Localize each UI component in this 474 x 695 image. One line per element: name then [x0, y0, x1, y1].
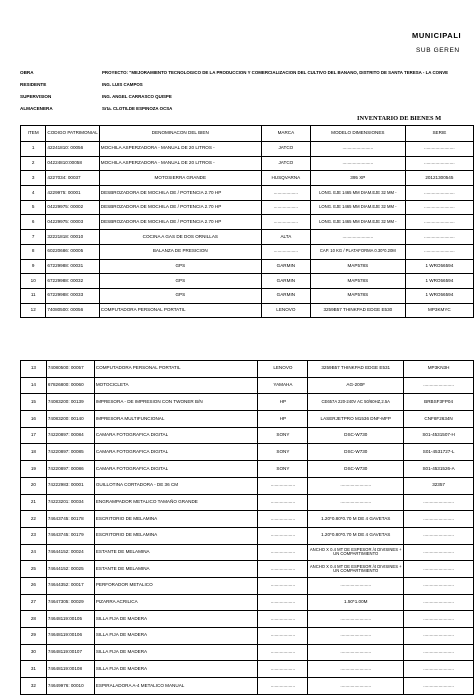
cell-codigo: 74080500: 00057: [46, 361, 94, 378]
cell-item: 4: [21, 186, 46, 201]
cell-item: 11: [21, 288, 46, 303]
info-label-supervision: SUPERVISION: [20, 94, 52, 99]
cell-denominacion: PERFORADOR METALICO: [94, 577, 258, 594]
cell-modelo: LONG. EJE 1465 MM DIAM.EJE 32 MM -: [310, 186, 405, 201]
cell-marca: LENOVO: [258, 361, 308, 378]
cell-modelo: ........................: [310, 142, 405, 157]
cell-item: 20: [21, 477, 47, 494]
cell-marca: ...................: [261, 186, 310, 201]
cell-serie: 1 WRO56594: [405, 259, 473, 274]
cell-codigo: 74643745: 00179: [46, 527, 94, 544]
cell-marca: ...................: [258, 678, 308, 695]
cell-item: 26: [21, 577, 47, 594]
cell-item: 3: [21, 171, 46, 186]
cell-serie: ........................: [405, 156, 473, 171]
cell-item: 12: [21, 303, 46, 318]
table-row: [21, 230, 474, 245]
cell-denominacion: COCINA A GAS DE DOS ORNILLAS: [99, 230, 261, 245]
inventory-title: INVENTARIO DE BIENES M: [357, 115, 442, 122]
cell-item: 31: [21, 661, 47, 678]
cell-modelo: MAP578S: [310, 274, 405, 289]
cell-marca: ...................: [258, 561, 308, 578]
table-row: [21, 678, 474, 695]
cell-marca: HP: [258, 394, 308, 411]
cell-denominacion: GUILLOTINA CORTADORA - DE 36 CM: [94, 477, 258, 494]
cell-item: 32: [21, 678, 47, 695]
cell-denominacion: MOTOSIERRA GRANDE: [99, 171, 261, 186]
cell-codigo: 04224810:00058: [46, 156, 99, 171]
cell-serie: ........................: [404, 628, 474, 645]
cell-marca: GARMIN: [261, 259, 310, 274]
cell-marca: ...................: [258, 511, 308, 528]
cell-modelo: LONG. EJE 1465 MM DIAM.EJE 32 MM -: [310, 215, 405, 230]
cell-codigo: 74644152: 00024: [46, 544, 94, 561]
table-row: [21, 186, 474, 201]
cell-marca: JATCO: [261, 156, 310, 171]
cell-marca: ...................: [258, 544, 308, 561]
cell-marca: ...................: [258, 577, 308, 594]
table-row: [21, 303, 474, 318]
cell-modelo: ANCHO X 0.4 MT DE ESPESOR /4 DIVISINES + UN COMPARTIMIENTO: [308, 561, 404, 578]
cell-serie: ........................: [405, 186, 473, 201]
cell-serie: ........................: [404, 377, 474, 394]
info-value-residente: ING. LUIS CAMPOS: [102, 82, 143, 87]
cell-serie: ........................: [404, 644, 474, 661]
cell-modelo: AG-200F: [308, 377, 404, 394]
cell-denominacion: COMPUTADORA PERSONAL PORTATIL: [99, 303, 261, 318]
cell-denominacion: SILLA FIJA DE MADERA: [94, 644, 258, 661]
cell-item: 28: [21, 611, 47, 628]
cell-item: 9: [21, 259, 46, 274]
cell-serie: ........................: [404, 678, 474, 695]
cell-modelo: ........................: [310, 156, 405, 171]
cell-item: 10: [21, 274, 46, 289]
cell-denominacion: ESTANTE DE MELAMINA: [94, 561, 258, 578]
cell-marca: ...................: [258, 527, 308, 544]
cell-codigo: 74647305: 00029: [46, 594, 94, 611]
table-row: [21, 511, 474, 528]
cell-modelo: MAP578S: [310, 288, 405, 303]
cell-item: 8: [21, 244, 46, 259]
cell-marca: SONY: [258, 461, 308, 478]
cell-codigo: 74220897: 00084: [46, 427, 94, 444]
cell-modelo: 1.20*0.80*0.70 M DE 4 GAVETAS: [308, 511, 404, 528]
cell-serie: ........................: [404, 661, 474, 678]
cell-item: 21: [21, 494, 47, 511]
cell-serie: S01-4531526-A: [404, 461, 474, 478]
table-row: [21, 200, 474, 215]
cell-codigo: 04229975: 00003: [46, 215, 99, 230]
table-row: [21, 577, 474, 594]
cell-denominacion: ESTANTE DE MELAMINA: [94, 544, 258, 561]
cell-codigo: 74220897: 00085: [46, 444, 94, 461]
cell-denominacion: PIZARRA ACRILICA: [94, 594, 258, 611]
cell-codigo: 74083200: 00139: [46, 394, 94, 411]
cell-marca: GARMIN: [261, 274, 310, 289]
page-title: MUNICIPALI: [412, 31, 462, 40]
cell-serie: 20121300545: [405, 171, 473, 186]
cell-serie: ........................: [405, 142, 473, 157]
cell-item: 23: [21, 527, 47, 544]
cell-codigo: 60220686: 00005: [46, 244, 99, 259]
col-header-codigo: CODIGO PATRIMONIAL: [46, 126, 99, 142]
cell-denominacion: SILLA FIJA DE MADERA: [94, 611, 258, 628]
cell-modelo: CAP. 10 KG / PLATAFORMA 0.30*0.20M: [310, 244, 405, 259]
cell-modelo: MAP578S: [310, 259, 405, 274]
cell-denominacion: SILLA FIJA DE MADERA: [94, 661, 258, 678]
table-row: [21, 661, 474, 678]
cell-item: 30: [21, 644, 47, 661]
cell-modelo: ........................: [308, 678, 404, 695]
cell-serie: ........................: [404, 544, 474, 561]
cell-codigo: 74644152: 00025: [46, 561, 94, 578]
cell-item: 19: [21, 461, 47, 478]
cell-denominacion: ESCRITORIO DE MELAMINA: [94, 527, 258, 544]
cell-denominacion: DESBROZADORA DE MOCHILA DE / POTENCIA 2.70 HP: [99, 186, 261, 201]
cell-modelo: ........................: [308, 661, 404, 678]
cell-codigo: 74648119:00106: [46, 628, 94, 645]
cell-serie: 1 WRO56594: [405, 274, 473, 289]
cell-modelo: DSC-W730: [308, 461, 404, 478]
table-row: [21, 444, 474, 461]
cell-item: 1: [21, 142, 46, 157]
cell-modelo: ........................: [310, 230, 405, 245]
cell-codigo: 4227034: 00037: [46, 171, 99, 186]
inventory-table-top: [20, 125, 474, 318]
cell-modelo: ........................: [308, 477, 404, 494]
cell-codigo: 74648119:00107: [46, 644, 94, 661]
cell-marca: YAMAHA: [258, 377, 308, 394]
cell-marca: ...................: [258, 611, 308, 628]
cell-item: 16: [21, 411, 47, 428]
table-row: [21, 628, 474, 645]
cell-denominacion: DESBROZADORA DE MOCHILA DE / POTENCIA 2.70 HP: [99, 215, 261, 230]
info-value-obra: PROYECTO: "MEJORAMIENTO TECNOLOGICO DE LA PRODUCCION Y COMERCIALIZACION DEL CULTIVO DEL BANANO, DISTRITO DE SANTA TERESA - LA CONVE: [102, 70, 449, 75]
cell-item: 14: [21, 377, 47, 394]
info-value-almacenera: Srta. CLOTILDE ESPINOZA OCSA: [102, 106, 173, 111]
cell-serie: ........................: [404, 527, 474, 544]
cell-codigo: 67826800: 00060: [46, 377, 94, 394]
cell-codigo: 74643745: 00178: [46, 511, 94, 528]
cell-modelo: 1.20*0.80*0.70 M DE 4 GAVETAS: [308, 527, 404, 544]
cell-codigo: 74080500: 00056: [46, 303, 99, 318]
page-subtitle: SUB GEREN: [416, 47, 460, 54]
cell-marca: GARMIN: [261, 288, 310, 303]
table-row: [21, 561, 474, 578]
cell-item: 15: [21, 394, 47, 411]
cell-serie: ........................: [404, 494, 474, 511]
cell-denominacion: BALANZA DE PRESICION: [99, 244, 261, 259]
table-row: [21, 394, 474, 411]
cell-denominacion: GPS: [99, 259, 261, 274]
cell-marca: ...................: [258, 644, 308, 661]
table-row: [21, 377, 474, 394]
table-row: [21, 274, 474, 289]
cell-modelo: DSC-W730: [308, 427, 404, 444]
cell-modelo: ........................: [308, 628, 404, 645]
cell-codigo: 74222983: 00001: [46, 477, 94, 494]
cell-modelo: LONG. EJE 1465 MM DIAM.EJE 32 MM -: [310, 200, 405, 215]
cell-denominacion: MOCHILA ASPERZADORA - MANUAL DE 20 LITROS -: [99, 142, 261, 157]
cell-codigo: 74648119:00105: [46, 611, 94, 628]
cell-modelo: ........................: [308, 577, 404, 594]
cell-item: 29: [21, 628, 47, 645]
cell-marca: HP: [258, 411, 308, 428]
table-row: [21, 411, 474, 428]
cell-serie: 32357: [404, 477, 474, 494]
cell-denominacion: MOCHILA ASPERZADORA - MANUAL DE 20 LITROS -: [99, 156, 261, 171]
cell-serie: ........................: [404, 577, 474, 594]
cell-marca: ...................: [258, 661, 308, 678]
table-row: [21, 244, 474, 259]
cell-modelo: 3259B57 THINKPAD EDGE E531: [308, 361, 404, 378]
cell-marca: SONY: [258, 444, 308, 461]
cell-denominacion: GPS: [99, 288, 261, 303]
cell-item: 24: [21, 544, 47, 561]
cell-item: 13: [21, 361, 47, 378]
cell-marca: ...................: [258, 594, 308, 611]
cell-codigo: 74644352: 00017: [46, 577, 94, 594]
cell-marca: SONY: [258, 427, 308, 444]
cell-marca: ...................: [258, 477, 308, 494]
cell-marca: HUSQVARNA: [261, 171, 310, 186]
col-header-denominacion: DENOMINACON DEL BIEN: [99, 126, 261, 142]
cell-serie: ........................: [405, 200, 473, 215]
cell-denominacion: SILLA FIJA DE MADERA: [94, 628, 258, 645]
table-row: [21, 477, 474, 494]
cell-modelo: 3259B57 THINKPAD EDGE E530: [310, 303, 405, 318]
cell-codigo: 74649976: 00010: [46, 678, 94, 695]
cell-serie: ........................: [405, 215, 473, 230]
cell-modelo: DSC-W730: [308, 444, 404, 461]
table-row: [21, 215, 474, 230]
cell-modelo: ........................: [308, 644, 404, 661]
cell-denominacion: CAMARA FOTOGRAFICA DIGITAL: [94, 461, 258, 478]
table-row: [21, 156, 474, 171]
cell-item: 6: [21, 215, 46, 230]
cell-marca: ...................: [258, 494, 308, 511]
table-row: [21, 361, 474, 378]
table-row: [21, 171, 474, 186]
cell-modelo: 1.50*1.00M: [308, 594, 404, 611]
cell-serie: ........................: [405, 244, 473, 259]
cell-item: 18: [21, 444, 47, 461]
table-header-row: [21, 126, 474, 142]
table-row: [21, 494, 474, 511]
table-row: [21, 544, 474, 561]
cell-denominacion: IMPRESORA MULTIFUNCIONAL: [94, 411, 258, 428]
cell-denominacion: CAMARA FOTOGRAFICA DIGITAL: [94, 427, 258, 444]
cell-serie: ........................: [404, 611, 474, 628]
cell-codigo: 32221818: 00010: [46, 230, 99, 245]
cell-denominacion: DESBROZADORA DE MOCHILA DE / POTENCIA 2.70 HP: [99, 200, 261, 215]
cell-denominacion: GPS: [99, 274, 261, 289]
cell-denominacion: ESPIRALADORA A-4 METALICO MANUAL: [94, 678, 258, 695]
cell-denominacion: ESCRITORIO DE MELAMINA: [94, 511, 258, 528]
cell-serie: MP3KMYC: [405, 303, 473, 318]
cell-serie: CNF8F2634N: [404, 411, 474, 428]
cell-item: 7: [21, 230, 46, 245]
cell-serie: S01-4531507-H: [404, 427, 474, 444]
cell-denominacion: ENGRAMPADOR METALICO TAMAÑO GRANDE: [94, 494, 258, 511]
cell-serie: ........................: [404, 594, 474, 611]
table-row: [21, 142, 474, 157]
table-row: [21, 461, 474, 478]
info-label-obra: OBRA: [20, 70, 34, 75]
cell-serie: ........................: [404, 511, 474, 528]
cell-serie: MP3KN3H: [404, 361, 474, 378]
cell-item: 2: [21, 156, 46, 171]
cell-item: 17: [21, 427, 47, 444]
cell-serie: 1 WRO56594: [405, 288, 473, 303]
table-row: [21, 594, 474, 611]
cell-marca: ...................: [261, 244, 310, 259]
col-header-item: ITEM: [21, 126, 46, 142]
cell-denominacion: COMPUTADORA PERSONAL PORTATIL: [94, 361, 258, 378]
cell-item: 25: [21, 561, 47, 578]
cell-codigo: 74648119:00108: [46, 661, 94, 678]
cell-marca: LENOVO: [261, 303, 310, 318]
cell-codigo: 67229988: 00032: [46, 274, 99, 289]
cell-codigo: 42241810: 00056: [46, 142, 99, 157]
col-header-serie: SERIE: [405, 126, 473, 142]
cell-denominacion: CAMARA FOTOGRAFICA DIGITAL: [94, 444, 258, 461]
info-label-residente: RESIDENTE: [20, 82, 47, 87]
table-row: [21, 611, 474, 628]
table-row: [21, 644, 474, 661]
cell-serie: S01-4531727-L: [404, 444, 474, 461]
cell-codigo: 74223201: 00034: [46, 494, 94, 511]
col-header-modelo: MODELO DIMENSIONES: [310, 126, 405, 142]
cell-codigo: 67229988: 00031: [46, 259, 99, 274]
cell-serie: ........................: [405, 230, 473, 245]
cell-marca: JATCO: [261, 142, 310, 157]
cell-modelo: ANCHO X 0.4 MT DE ESPESOR /4 DIVISINES + UN COMPARTIMIENTO: [308, 544, 404, 561]
table-row: [21, 527, 474, 544]
table-row: [21, 288, 474, 303]
cell-marca: ALTA: [261, 230, 310, 245]
table-row: [21, 259, 474, 274]
cell-denominacion: IMPRESORA - DE IMPRESION CON TWONER B/N: [94, 394, 258, 411]
cell-serie: BRBSF3FP04: [404, 394, 474, 411]
table-row: [21, 427, 474, 444]
cell-serie: ........................: [404, 561, 474, 578]
cell-codigo: 74220897: 00086: [46, 461, 94, 478]
cell-item: 5: [21, 200, 46, 215]
inventory-table-bottom: [20, 360, 474, 695]
cell-modelo: ........................: [308, 611, 404, 628]
cell-modelo: ........................: [308, 494, 404, 511]
cell-marca: ...................: [261, 215, 310, 230]
cell-codigo: 4229975: 00001: [46, 186, 99, 201]
cell-modelo: 395 XP: [310, 171, 405, 186]
cell-marca: ...................: [261, 200, 310, 215]
cell-item: 22: [21, 511, 47, 528]
cell-denominacion: MOTOCICLETA: [94, 377, 258, 394]
cell-marca: ...................: [258, 628, 308, 645]
info-label-almacenera: ALMACENERA: [20, 106, 53, 111]
info-value-supervision: ING. ANGEL CARRASCO QUISPE: [102, 94, 172, 99]
cell-codigo: 04229975: 00002: [46, 200, 99, 215]
cell-modelo: CE657A 220-240V AC 50/60HZ,2.5A: [308, 394, 404, 411]
col-header-marca: MARCA: [261, 126, 310, 142]
cell-codigo: 74083200: 00140: [46, 411, 94, 428]
cell-codigo: 67229988: 00033: [46, 288, 99, 303]
cell-item: 27: [21, 594, 47, 611]
cell-modelo: LASERJETPRO M1536 DNF-MFP: [308, 411, 404, 428]
